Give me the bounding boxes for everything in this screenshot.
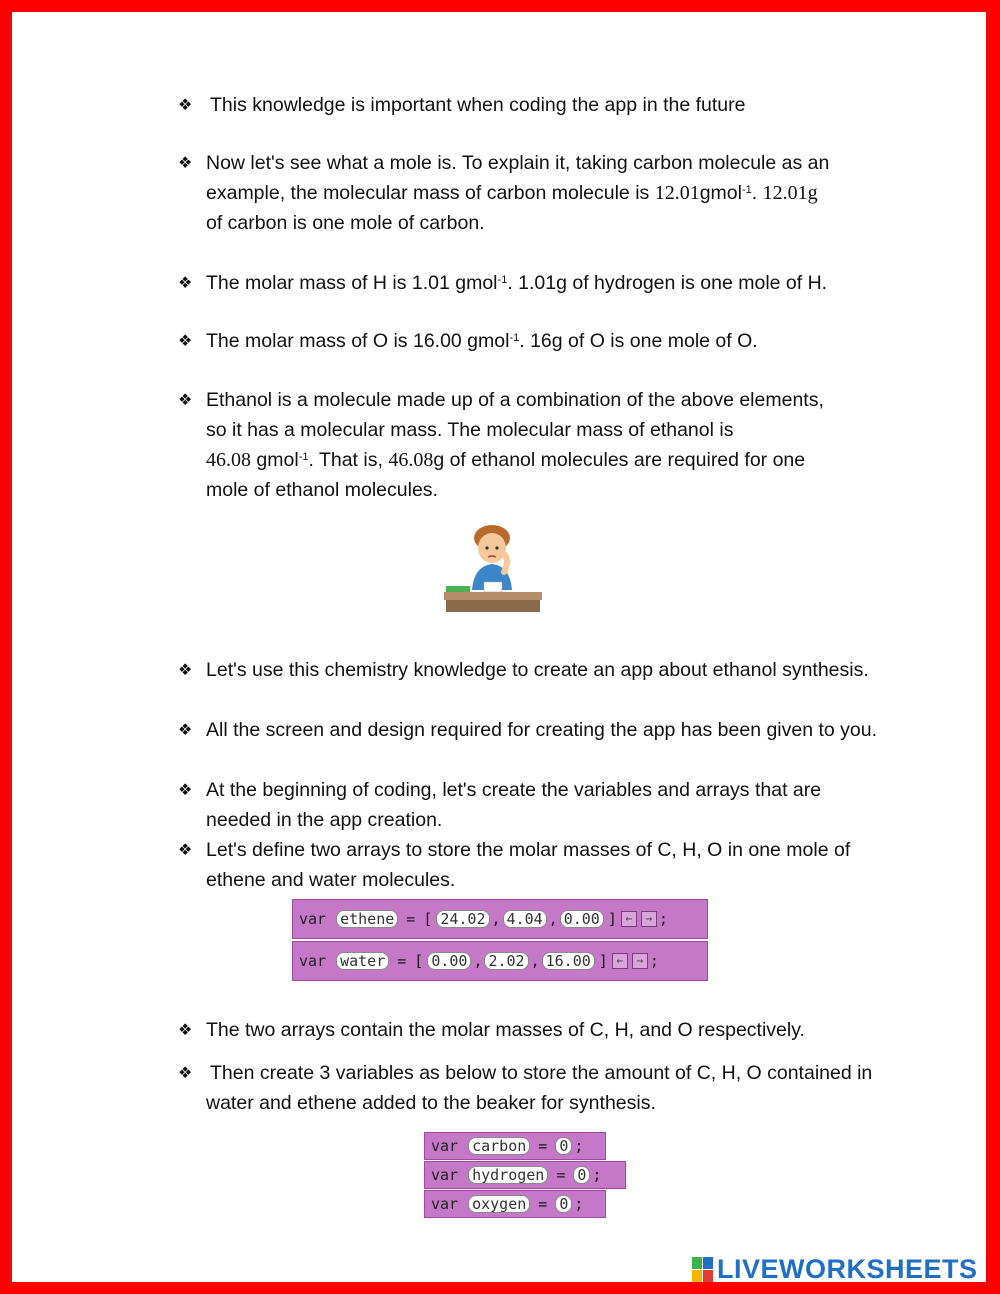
diamond-bullet-icon: ❖ — [178, 390, 193, 409]
bullet-text: Ethanol is a molecule made up of a combination of the above elements, so it has a molecular mass. The molecular mass of ethanol is 46.08 gmol$^{-1}$. That is, 46.08g of ethanol molecules are required for one mole of ethanol molecules. — [206, 389, 824, 501]
bullet-text: Let's use this chemistry knowledge to create an app about ethanol synthesis. — [206, 659, 869, 681]
bullet-text: The molar mass of H is 1.01 gmol$^{-1}$. 1.01g of hydrogen is one mole of H. — [206, 272, 828, 294]
bullet-text: At the beginning of coding, let's create the variables and arrays that are needed in the app creation. — [206, 779, 822, 831]
equals-sign: = — [538, 1137, 548, 1155]
equals-sign: = — [556, 1166, 566, 1184]
equals-sign: = — [406, 910, 416, 928]
diamond-bullet-icon: ❖ — [178, 1020, 193, 1039]
bullet-item — [178, 326, 878, 356]
keyword-var: var — [431, 1195, 459, 1213]
diamond-bullet-icon: ❖ — [178, 720, 193, 739]
diamond-bullet-icon: ❖ — [178, 780, 193, 799]
bullet-text: This knowledge is important when coding the app in the future — [210, 94, 746, 116]
diamond-bullet-icon: ❖ — [178, 331, 193, 350]
logo-squares-icon — [692, 1257, 713, 1282]
equals-sign: = — [538, 1195, 548, 1213]
array-value: 24.02 — [436, 910, 489, 928]
bullet-text: Now let's see what a mole is. To explain it, taking carbon molecule as an example, the molecular mass of carbon molecule is 12.01gmol$^{-1}$. 12.01g of carbon is one mole of carbon. — [206, 152, 830, 234]
bullet-item — [178, 655, 878, 685]
keyword-var: var — [299, 910, 327, 928]
array-value: 0.00 — [427, 952, 471, 970]
diamond-bullet-icon: ❖ — [178, 1063, 193, 1082]
diamond-bullet-icon: ❖ — [178, 840, 193, 859]
diamond-bullet-icon: ❖ — [178, 95, 193, 114]
diamond-bullet-icon: ❖ — [178, 660, 193, 679]
add-item-arrow-icon[interactable]: → — [632, 953, 648, 969]
bullet-item — [178, 775, 878, 835]
array-value: 0.00 — [560, 910, 604, 928]
remove-item-arrow-icon[interactable]: ← — [621, 911, 637, 927]
bullet-text: The molar mass of O is 16.00 gmol$^{-1}$. 16g of O is one mole of O. — [206, 330, 758, 352]
variable-value: 0 — [573, 1166, 590, 1184]
variable-name: carbon — [468, 1137, 530, 1155]
bullet-text: All the screen and design required for creating the app has been given to you. — [206, 719, 878, 741]
bullet-text: The two arrays contain the molar masses of C, H, and O respectively. — [206, 1019, 805, 1041]
equals-sign: = — [397, 952, 407, 970]
variable-name: ethene — [336, 910, 398, 928]
bullet-text: Let's define two arrays to store the molar masses of C, H, O in one mole of ethene and water molecules. — [206, 839, 851, 891]
code-block-water-array: var water = [ 0.00 , 2.02 , 16.00 ] ← → ; — [292, 941, 708, 981]
code-block-oxygen-var: var oxygen = 0 ; — [424, 1190, 606, 1218]
liveworksheets-logo[interactable] — [692, 1253, 978, 1284]
variable-name: water — [336, 952, 389, 970]
diamond-bullet-icon: ❖ — [178, 273, 193, 292]
array-value: 2.02 — [484, 952, 528, 970]
bullet-text: Then create 3 variables as below to store the amount of C, H, O contained in water and ethene added to the beaker for synthesis. — [206, 1062, 873, 1114]
logo-text: LIVEWORKSHEETS — [717, 1253, 978, 1284]
keyword-var: var — [299, 952, 327, 970]
variable-name: oxygen — [468, 1195, 530, 1213]
remove-item-arrow-icon[interactable]: ← — [612, 953, 628, 969]
bullet-item — [178, 835, 878, 895]
bullet-item — [178, 385, 878, 505]
array-value: 16.00 — [542, 952, 595, 970]
code-block-ethene-array: var ethene = [ 24.02 , 4.04 , 0.00 ] ← → ; — [292, 899, 708, 939]
keyword-var: var — [431, 1166, 459, 1184]
bullet-item — [178, 715, 878, 745]
bullet-item — [178, 268, 878, 298]
bullet-item — [178, 1015, 878, 1045]
variable-name: hydrogen — [468, 1166, 548, 1184]
thinking-student-icon — [440, 520, 546, 616]
variable-value: 0 — [555, 1195, 572, 1213]
diamond-bullet-icon: ❖ — [178, 153, 193, 172]
keyword-var: var — [431, 1137, 459, 1155]
variable-value: 0 — [555, 1137, 572, 1155]
add-item-arrow-icon[interactable]: → — [641, 911, 657, 927]
array-value: 4.04 — [503, 910, 547, 928]
code-block-carbon-var: var carbon = 0 ; — [424, 1132, 606, 1160]
bullet-item — [178, 90, 878, 120]
bullet-item — [178, 148, 878, 238]
bullet-item — [178, 1058, 878, 1118]
code-block-hydrogen-var: var hydrogen = 0 ; — [424, 1161, 626, 1189]
